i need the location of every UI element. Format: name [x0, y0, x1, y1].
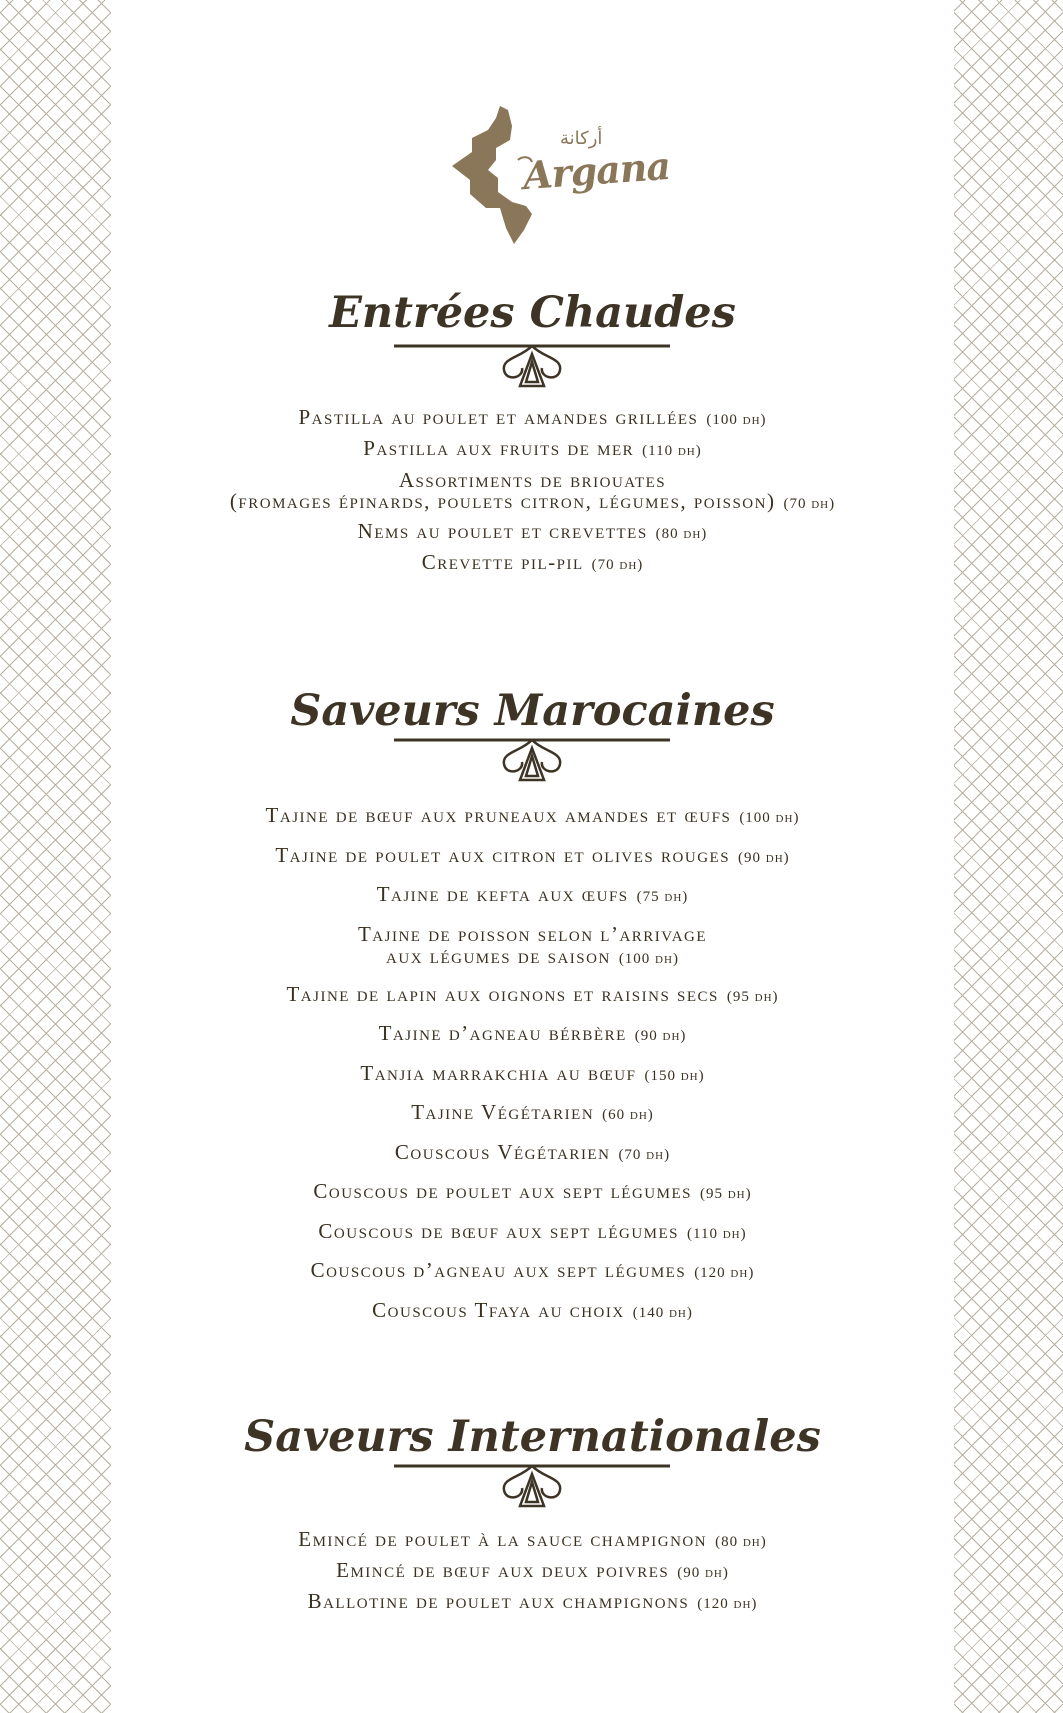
item-name: Tajine Végétarien: [411, 1100, 595, 1124]
item-price: (110 dh): [642, 443, 702, 459]
item-name: Couscous Tfaya au choix: [372, 1297, 625, 1322]
item-price: (100 dh): [706, 412, 767, 428]
item-name: Couscous de poulet aux sept légumes: [313, 1179, 692, 1203]
item-name: Tajine de kefta aux œufs: [376, 882, 629, 906]
menu-item: [111, 1172, 954, 1212]
menu-item: [111, 1291, 954, 1331]
item-price: (100 dh): [618, 950, 679, 967]
item-price: (120 dh): [697, 1596, 758, 1612]
item-description: aux légumes de saison: [386, 943, 611, 968]
item-price: (120 dh): [694, 1265, 755, 1281]
item-price: (70 dh): [618, 1146, 671, 1163]
item-description: (fromages épinards, poulets citron, légumes, poisson): [229, 489, 776, 513]
menu-item: [111, 1212, 954, 1252]
menu-item: [111, 433, 954, 464]
menu-item: [111, 1586, 954, 1617]
item-name: Crevette pil-pil: [421, 550, 584, 574]
item-name: Couscous d’agneau aux sept légumes: [310, 1258, 687, 1282]
menu-item: [111, 1524, 954, 1555]
item-name: Nems au poulet et crevettes: [357, 519, 648, 543]
item-name: Tajine de bœuf aux pruneaux amandes et œufs: [265, 803, 732, 827]
item-name: Tanjia marrakchia au bœuf: [360, 1060, 637, 1085]
menu-item: [111, 1093, 954, 1133]
menu-item: [111, 547, 954, 578]
item-name: Pastilla aux fruits de mer: [363, 436, 635, 460]
item-price: (150 dh): [644, 1067, 705, 1084]
item-price: (80 dh): [715, 1534, 767, 1550]
menu-list-saveurs-marocaines: [111, 796, 954, 1330]
item-price: (90 dh): [677, 1565, 729, 1581]
decorative-border-left: [0, 0, 111, 1713]
item-price: (90 dh): [634, 1028, 687, 1044]
item-price: (70 dh): [591, 557, 644, 573]
item-name: Tajine de poisson selon l’arrivage: [357, 921, 708, 946]
logo-wordmark: Argana: [521, 142, 672, 199]
item-price: (75 dh): [636, 889, 689, 905]
item-name: Tajine de lapin aux oignons et raisins secs: [286, 981, 719, 1006]
menu-item: [111, 516, 954, 547]
menu-item: [111, 975, 954, 1015]
item-name: Pastilla au poulet et amandes grillées: [298, 405, 699, 429]
ornament-divider: [392, 1460, 672, 1512]
section-title-saveurs-marocaines: Saveurs Marocaines: [290, 686, 775, 736]
item-price: (70 dh): [783, 496, 836, 512]
item-price: (60 dh): [602, 1107, 654, 1123]
item-name: Tajine d’agneau bérbère: [378, 1021, 627, 1045]
menu-item: [111, 1133, 954, 1173]
item-price: (80 dh): [655, 526, 708, 542]
ornament-divider: [392, 340, 672, 392]
logo-arabic-text: أركانة: [560, 128, 603, 149]
menu-item: [111, 1555, 954, 1586]
menu-item: [111, 875, 954, 915]
item-name: Couscous Végétarien: [394, 1139, 611, 1164]
menu-item: [111, 1251, 954, 1291]
item-price: (110 dh): [687, 1225, 747, 1242]
menu-list-entrees-chaudes: [111, 402, 954, 578]
item-price: (100 dh): [739, 810, 800, 826]
decorative-border-right: [954, 0, 1063, 1713]
item-name: Ballotine de poulet aux champignons: [307, 1589, 690, 1613]
item-price: (95 dh): [726, 988, 779, 1005]
item-price: (95 dh): [699, 1186, 752, 1202]
item-name: Tajine de poulet aux citron et olives rouges: [275, 842, 731, 867]
section-title-saveurs-internationales: Saveurs Internationales: [244, 1412, 821, 1462]
menu-item: [111, 402, 954, 433]
item-name: Emincé de poulet à la sauce champignon: [298, 1527, 708, 1551]
item-name: Assortiments de briouates: [398, 468, 667, 492]
item-price: (140 dh): [632, 1304, 693, 1321]
menu-list-saveurs-internationales: [111, 1524, 954, 1617]
ornament-divider: [392, 734, 672, 786]
item-price: (90 dh): [738, 849, 790, 866]
menu-item: [111, 836, 954, 876]
menu-item: [111, 915, 954, 975]
menu-item: [111, 464, 954, 516]
menu-item: [111, 796, 954, 836]
section-title-entrees-chaudes: Entrées Chaudes: [329, 288, 736, 338]
menu-item: [111, 1014, 954, 1054]
menu-item: [111, 1054, 954, 1094]
item-name: Couscous de bœuf aux sept légumes: [318, 1218, 680, 1243]
item-name: Emincé de bœuf aux deux poivres: [336, 1558, 670, 1582]
